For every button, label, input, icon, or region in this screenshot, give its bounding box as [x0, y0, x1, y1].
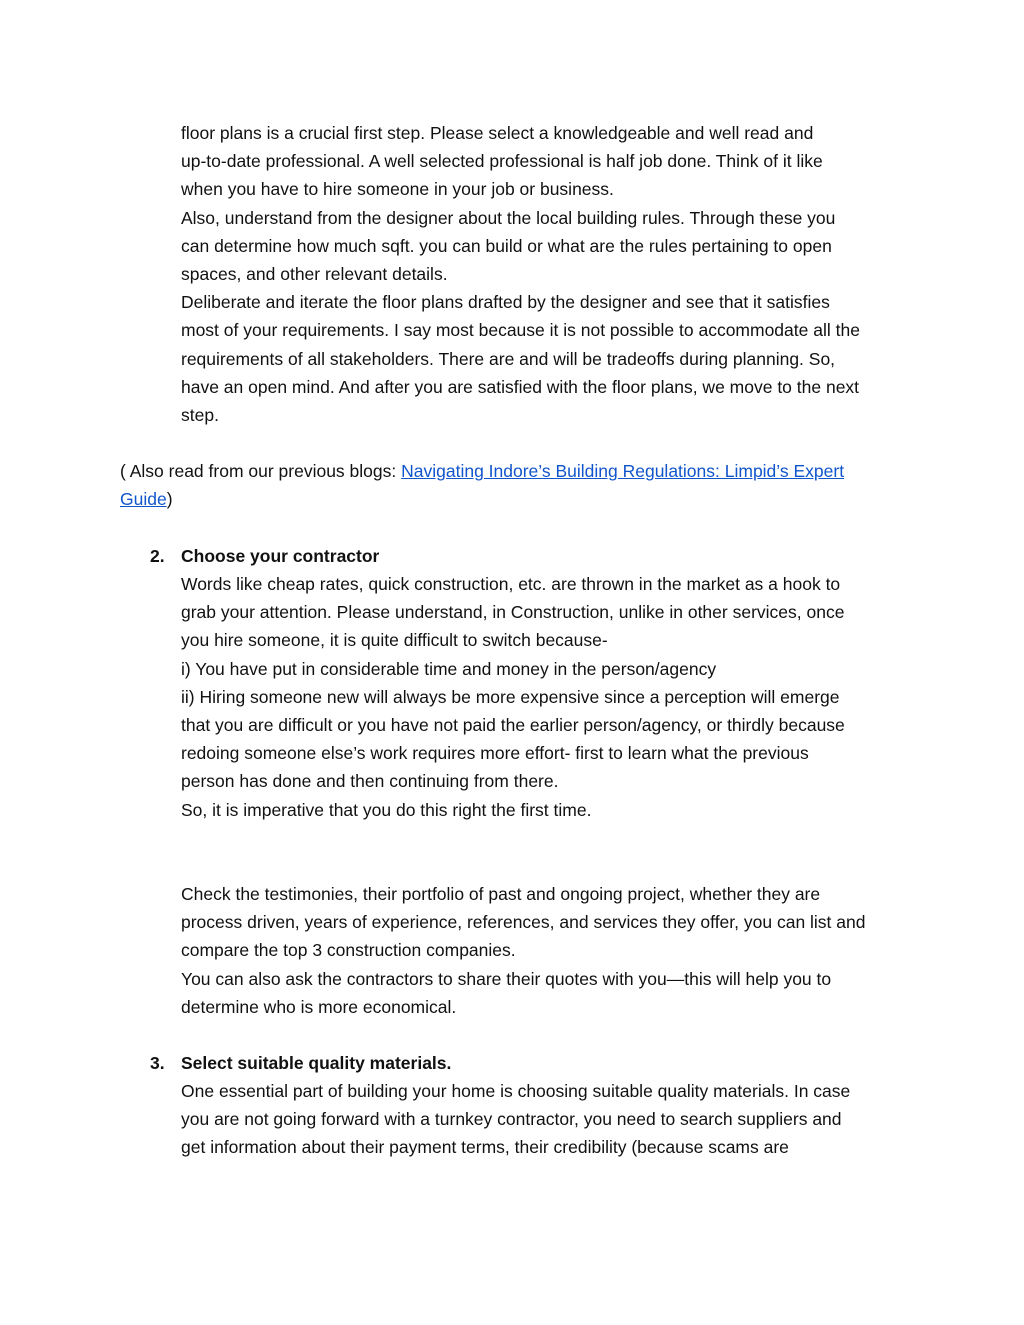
section-2-heading	[0, 542, 1024, 570]
text-line: most of your requirements. I say most because it is not possible to accommodate all the	[181, 320, 860, 341]
text-line: Deliberate and iterate the floor plans drafted by the designer and see that it satisfies	[181, 292, 830, 313]
intro-paragraph	[181, 119, 911, 429]
text-line: grab your attention. Please understand, in Construction, unlike in other services, once	[181, 602, 845, 623]
also-read-prefix: ( Also read from our previous blogs:	[120, 461, 402, 481]
text-line: i) You have put in considerable time and money in the person/agency	[181, 658, 717, 679]
text-line: step.	[181, 405, 219, 426]
text-line: So, it is imperative that you do this right the first time.	[181, 799, 592, 820]
section-2-title: Choose your contractor	[181, 546, 380, 566]
text-line: person has done and then continuing from there.	[181, 771, 559, 792]
also-read-paragraph	[120, 457, 910, 513]
section-2-body	[181, 570, 911, 824]
text-line: requirements of all stakeholders. There are and will be tradeoffs during planning. So,	[181, 348, 836, 369]
text-line: You can also ask the contractors to share their quotes with you—this will help you to	[181, 968, 832, 989]
also-read-line-2	[120, 485, 910, 513]
section-3-number: 3.	[150, 1053, 165, 1073]
text-line: can determine how much sqft. you can build or what are the rules pertaining to open	[181, 235, 832, 256]
text-line: Also, understand from the designer about the local building rules. Through these you	[181, 207, 836, 228]
blog-link-continued[interactable]: Guide	[120, 489, 167, 510]
text-line: process driven, years of experience, references, and services they offer, you can list and	[181, 912, 866, 933]
text-line: ii) Hiring someone new will always be more expensive since a perception will emerge	[181, 686, 840, 707]
text-line: that you are difficult or you have not paid the earlier person/agency, or thirdly because	[181, 715, 845, 736]
text-line: get information about their payment terms, their credibility (because scams are	[181, 1137, 789, 1158]
also-read-suffix: )	[166, 489, 173, 510]
text-line: up-to-date professional. A well selected professional is half job done. Think of it like	[181, 151, 823, 172]
text-line: you hire someone, it is quite difficult to switch because-	[181, 630, 608, 651]
section-3-title: Select suitable quality materials.	[181, 1053, 452, 1073]
section-3-heading	[0, 1049, 1024, 1077]
text-line: floor plans is a crucial first step. Please select a knowledgeable and well read and	[181, 123, 814, 143]
section-2-number: 2.	[150, 546, 165, 566]
text-line: Check the testimonies, their portfolio of past and ongoing project, whether they are	[181, 884, 821, 904]
text-line: spaces, and other relevant details.	[181, 264, 448, 285]
text-line: have an open mind. And after you are satisfied with the floor plans, we move to the next	[181, 376, 860, 397]
text-line: redoing someone else’s work requires more effort- first to learn what the previous	[181, 743, 809, 764]
text-line: Words like cheap rates, quick construction, etc. are thrown in the market as a hook to	[181, 574, 841, 594]
text-line: determine who is more economical.	[181, 996, 457, 1017]
text-line: you are not going forward with a turnkey contractor, you need to search suppliers and	[181, 1109, 842, 1130]
section-2-body-continued	[181, 880, 911, 1021]
text-line: compare the top 3 construction companies.	[181, 940, 516, 961]
section-3-body	[181, 1077, 911, 1162]
text-line: when you have to hire someone in your job or business.	[181, 179, 614, 200]
also-read-line-1	[120, 457, 910, 485]
blog-link[interactable]: Navigating Indore’s Building Regulations: Limpid’s Expert	[401, 461, 845, 481]
text-line: One essential part of building your home is choosing suitable quality materials. In case	[181, 1081, 851, 1101]
